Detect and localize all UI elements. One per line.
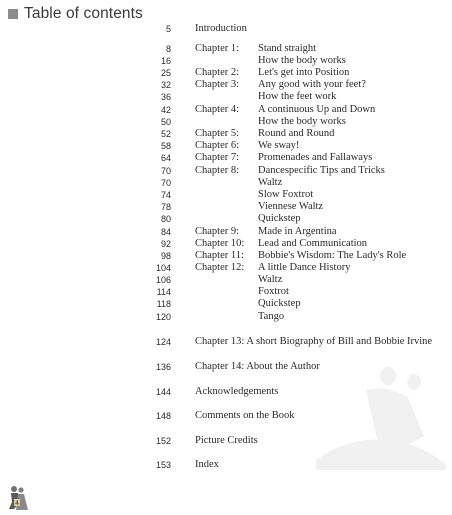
toc-page-number: 98 [160,251,171,261]
toc-page-number: 58 [160,141,171,151]
toc-page-number: 92 [160,239,171,249]
toc-page-number: 36 [160,92,171,102]
toc-entry-title: Introduction [195,23,247,34]
toc-page-number: 84 [160,227,171,237]
toc-page-number: 118 [156,299,171,309]
toc-entry-title: Foxtrot [258,286,289,297]
toc-page-number: 104 [155,263,171,273]
toc-entry-title: Lead and Communication [258,238,368,249]
toc-page-number: 5 [165,24,171,34]
toc-page-number: 78 [160,202,171,212]
toc-entry-title: Dancespecific Tips and Tricks [258,165,385,176]
faded-dancers-illustration [296,340,452,470]
toc-chapter-label: Chapter 6: [195,140,240,151]
toc-chapter-label: Chapter 1: [195,43,240,54]
toc-page-number: 148 [155,411,171,421]
toc-entry-title: How the feet work [258,91,337,102]
toc-entry-title: Waltz [258,177,283,188]
toc-entry-title: Acknowledgements [195,386,279,397]
toc-entry-title: Any good with your feet? [258,79,366,90]
toc-entry-title: Made in Argentina [258,226,337,237]
header-square-icon [8,9,18,19]
toc-chapter-label: Chapter 5: [195,128,240,139]
toc-page-number: 136 [155,362,171,372]
toc-entry-title: Quickstep [258,213,301,224]
toc-entry-title: Bobbie's Wisdom: The Lady's Role [258,250,407,261]
toc-page-number: 16 [160,56,171,66]
toc-page-number: 124 [155,337,171,347]
toc-chapter-label: Chapter 9: [195,226,240,237]
toc-page-number: 114 [156,287,171,297]
toc-entry-title: Chapter 14: About the Author [195,361,320,372]
toc-entry-title: Promenades and Fallaways [258,152,373,163]
dancing-couple-icon [2,482,32,512]
toc-page-number: 106 [155,275,171,285]
toc-entry-title: Tango [258,311,285,322]
toc-chapter-label: Chapter 4: [195,104,240,115]
toc-page-number: 32 [160,80,171,90]
toc-page-number: 144 [155,387,171,397]
toc-chapter-label: Chapter 12: [195,262,245,273]
toc-entry-title: Comments on the Book [195,410,295,421]
toc-page-number: 50 [160,117,171,127]
toc-entry-title: Quickstep [258,298,301,309]
toc-chapter-label: Chapter 10: [195,238,245,249]
toc-page-number: 120 [155,312,171,322]
toc-entry-title: Index [195,459,219,470]
toc-chapter-label: Chapter 3: [195,79,240,90]
toc-entry-title: Viennese Waltz [258,201,324,212]
toc-page-number: 74 [160,190,171,200]
toc-entry-title: Waltz [258,274,283,285]
toc-page-number: 64 [160,153,171,163]
page-title: Table of contents [24,5,143,22]
toc-page-number: 153 [155,460,171,470]
toc-entry-title: How the body works [258,116,346,127]
toc-entry-title: Let's get into Position [258,67,350,78]
toc-entry-title: Slow Foxtrot [258,189,314,200]
toc-page-number: 80 [160,214,171,224]
toc-entry-title: How the body works [258,55,346,66]
toc-chapter-label: Chapter 8: [195,165,240,176]
toc-page-number: 70 [160,166,171,176]
toc-entry-title: Chapter 13: A short Biography of Bill and Bobbie Irvine [195,336,433,347]
toc-entry-title: A little Dance History [258,262,351,273]
toc-entry-title: We sway! [258,140,300,151]
toc-chapter-label: Chapter 2: [195,67,240,78]
toc-entry-title: Stand straight [258,43,317,54]
toc-page-number: 52 [160,129,171,139]
toc-chapter-label: Chapter 11: [195,250,244,261]
page-number: 4 [15,500,19,507]
toc-entry-title: Picture Credits [195,435,258,446]
toc-chapter-label: Chapter 7: [195,152,240,163]
toc-entry-title: A continuous Up and Down [258,104,376,115]
toc-page-number: 42 [160,105,171,115]
toc-page-number: 70 [160,178,171,188]
toc-entry-title: Round and Round [258,128,335,139]
toc-page-number: 25 [160,68,171,78]
toc-header [8,4,143,24]
toc-page-number: 8 [165,44,171,54]
toc-page-number: 152 [155,436,171,446]
